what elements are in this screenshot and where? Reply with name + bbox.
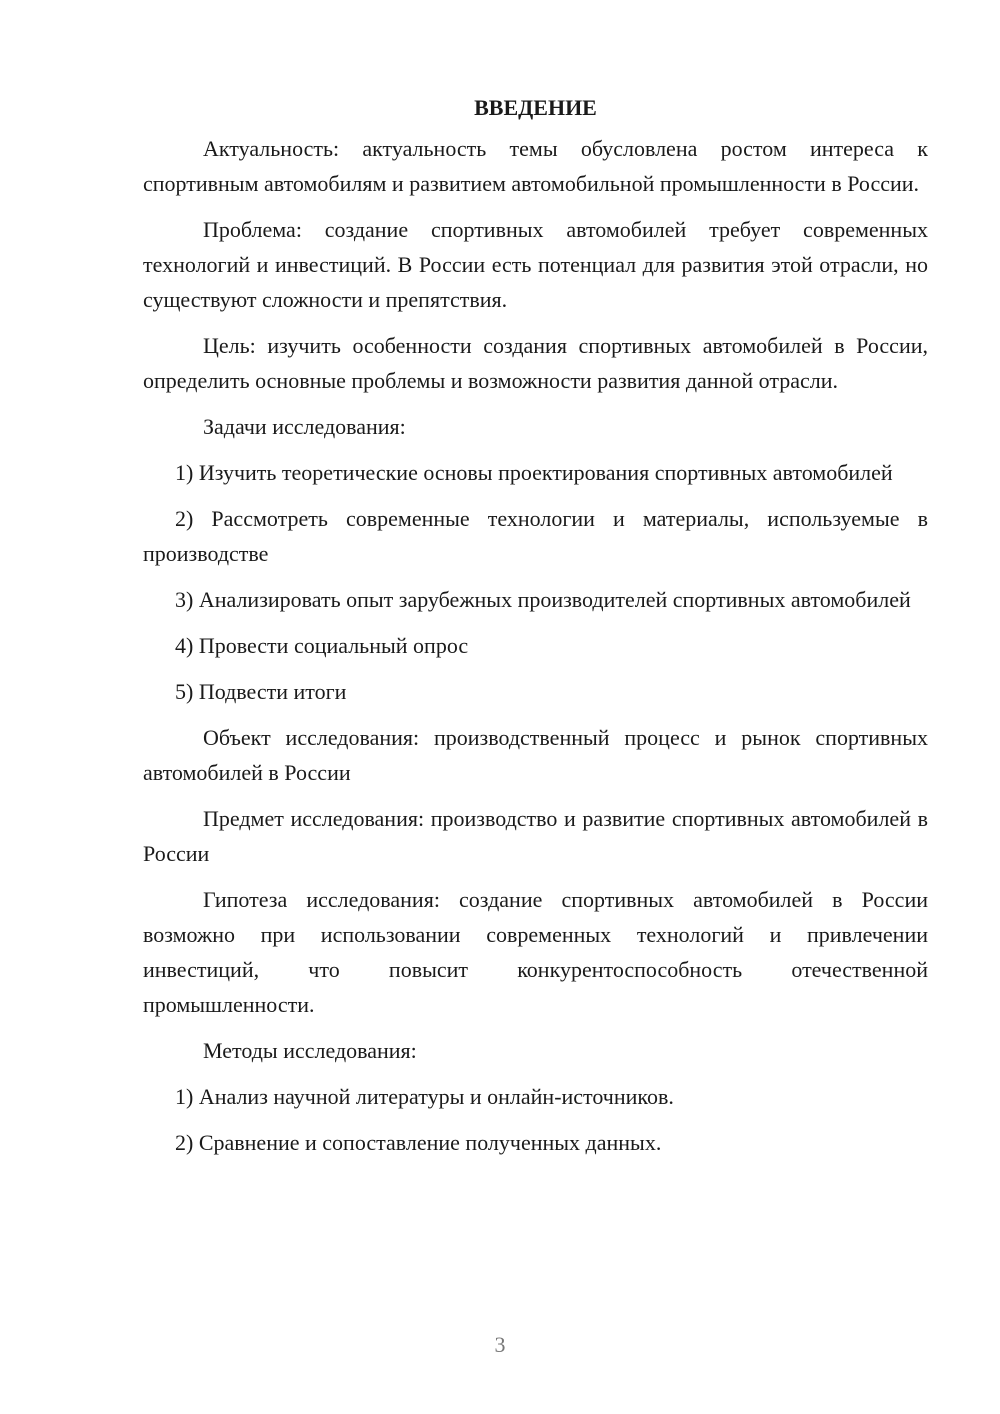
task-item-1: 1) Изучить теоретические основы проектирования спортивных автомобилей — [175, 460, 893, 485]
task-item-5: 5) Подвести итоги — [175, 679, 347, 704]
page-number: 3 — [494, 1332, 506, 1357]
object-paragraph: Объект исследования: производственный процесс и рынок спортивных автомобилей в России — [143, 725, 928, 785]
relevance-paragraph: Актуальность: актуальность темы обусловлена ростом интереса к спортивным автомобилям и развитием автомобильной промышленности в России. — [143, 136, 928, 196]
hypothesis-paragraph: Гипотеза исследования: создание спортивных автомобилей в России возможно при использовании современных технологий и привлечении инвестиций, что повысит конкурентоспособность отечественной промышленности. — [143, 887, 928, 1017]
goal-paragraph: Цель: изучить особенности создания спортивных автомобилей в России, определить основные проблемы и возможности развития данной отрасли. — [143, 333, 928, 393]
task-item-2: 2) Рассмотреть современные технологии и материалы, используемые в производстве — [143, 506, 928, 566]
document-page — [143, 90, 928, 1171]
task-item-4: 4) Провести социальный опрос — [175, 633, 469, 658]
task-item-3: 3) Анализировать опыт зарубежных производителей спортивных автомобилей — [175, 587, 911, 612]
problem-paragraph: Проблема: создание спортивных автомобилей требует современных технологий и инвестиций. В России есть потенциал для развития этой отрасли, но существуют сложности и препятствия. — [143, 217, 928, 312]
method-item-2: 2) Сравнение и сопоставление полученных данных. — [175, 1130, 662, 1155]
subject-paragraph: Предмет исследования: производство и развитие спортивных автомобилей в России — [143, 806, 928, 866]
method-item-1: 1) Анализ научной литературы и онлайн-источников. — [175, 1084, 674, 1109]
methods-heading: Методы исследования: — [203, 1038, 417, 1063]
section-title: ВВЕДЕНИЕ — [474, 95, 597, 120]
tasks-heading: Задачи исследования: — [203, 414, 406, 439]
